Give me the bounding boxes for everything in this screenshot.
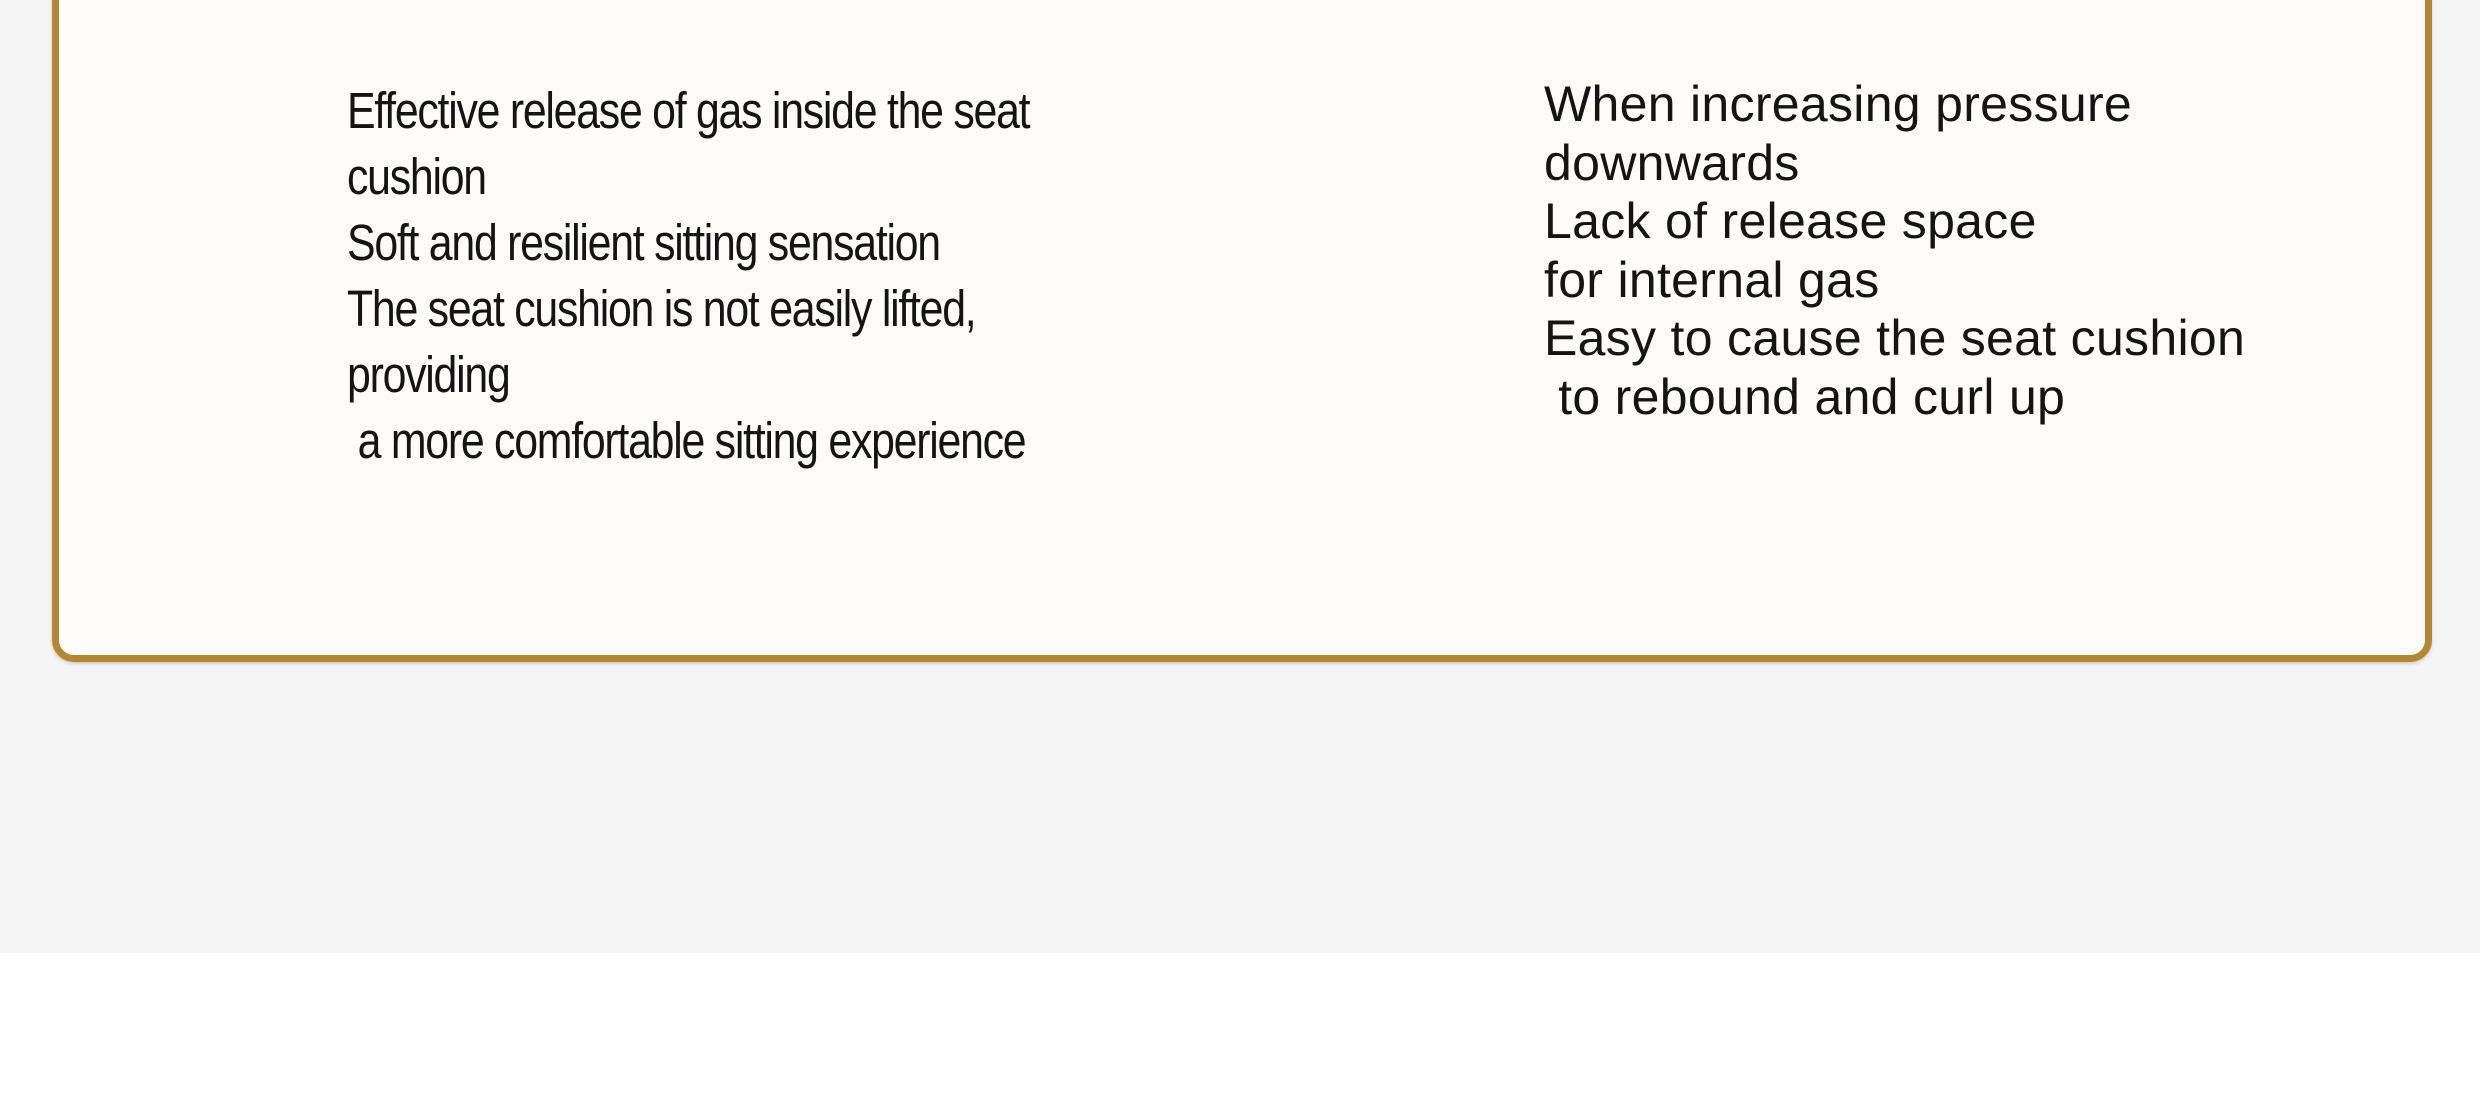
comparison-panel [52, 0, 2432, 662]
right-feature-line: to rebound and curl up [1544, 368, 2066, 425]
right-feature-line: Easy to cause the seat cushion [1544, 310, 2246, 366]
left-feature-line: a more comfortable sitting experience [347, 412, 1026, 469]
right-feature-list [1544, 75, 2245, 426]
right-feature-line: When increasing pressure [1544, 76, 2133, 132]
right-feature-line: downwards [1544, 134, 1800, 191]
right-feature-line: for internal gas [1544, 251, 1880, 308]
left-feature-line: providing [347, 346, 510, 403]
left-feature-line: Soft and resilient sitting sensation [347, 214, 940, 271]
left-feature-list [347, 78, 1029, 474]
left-feature-line: cushion [347, 148, 486, 205]
right-feature-line: Lack of release space [1544, 193, 2037, 249]
left-feature-line: The seat cushion is not easily lifted, [347, 280, 976, 337]
left-feature-line: Effective release of gas inside the seat [347, 82, 1030, 139]
